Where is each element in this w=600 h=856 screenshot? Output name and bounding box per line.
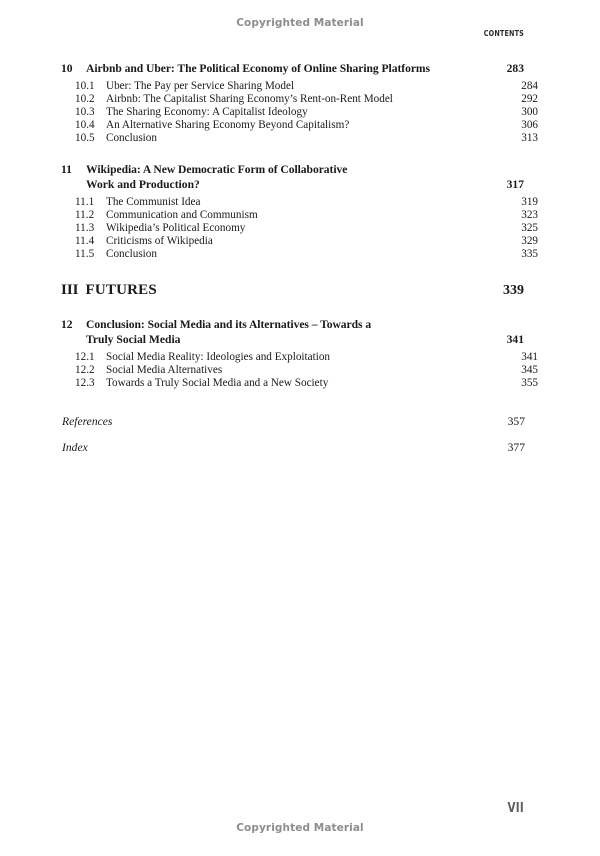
- backmatter-row: [61, 441, 525, 454]
- section-list: [61, 196, 538, 260]
- chapter-number: 10: [61, 62, 73, 75]
- spacer: [61, 144, 524, 163]
- section-page-number: 341: [521, 351, 538, 363]
- chapter-title: Wikipedia: A New Democratic Form of Collaborative: [86, 163, 348, 176]
- section-number: 12.2: [75, 364, 95, 376]
- section-number: 10.3: [75, 106, 95, 118]
- section-page-number: 292: [521, 93, 538, 105]
- toc-section-row: [61, 377, 538, 389]
- toc-section-row: [61, 106, 538, 118]
- chapter-heading-row-continued: [61, 178, 524, 191]
- chapter-number: 12: [61, 318, 73, 331]
- copyright-watermark-bottom: Copyrighted Material: [236, 822, 364, 834]
- chapter-title: Airbnb and Uber: The Political Economy of Online Sharing Platforms: [86, 62, 430, 75]
- section-title: Wikipedia’s Political Economy: [106, 222, 246, 234]
- chapter-page-number: 317: [506, 178, 524, 191]
- section-title: Conclusion: [106, 132, 157, 144]
- chapter-heading-row-continued: [61, 333, 524, 346]
- section-number: 12.1: [75, 351, 95, 363]
- backmatter-title: Index: [62, 441, 88, 454]
- toc-section-row: [61, 80, 538, 92]
- backmatter-row: [61, 415, 525, 428]
- section-page-number: 335: [521, 248, 538, 260]
- part-page-number: 339: [503, 283, 524, 298]
- section-title: Social Media Alternatives: [106, 364, 223, 376]
- toc-section-row: [61, 209, 538, 221]
- section-title: Social Media Reality: Ideologies and Exploitation: [106, 351, 331, 363]
- backmatter-page-number: 377: [507, 441, 525, 454]
- section-page-number: 323: [521, 209, 538, 221]
- backmatter-list: [61, 415, 524, 454]
- section-page-number: 329: [521, 235, 538, 247]
- toc-section-row: [61, 351, 538, 363]
- section-page-number: 319: [521, 196, 538, 208]
- toc-chapter-entry: [61, 163, 538, 260]
- chapter-number: 11: [61, 163, 72, 176]
- part-heading-row: [61, 282, 524, 299]
- section-title: Conclusion: [106, 248, 157, 260]
- section-page-number: 284: [521, 80, 538, 92]
- copyright-watermark-top: Copyrighted Material: [236, 17, 364, 29]
- chapter-heading-row: [61, 318, 524, 331]
- chapter-title-continued: Work and Production?: [86, 178, 200, 191]
- section-title: Criticisms of Wikipedia: [106, 235, 213, 247]
- section-page-number: 313: [521, 132, 538, 144]
- section-number: 11.4: [75, 235, 95, 247]
- running-head-contents: CONTENTS: [483, 29, 524, 38]
- section-list: [61, 351, 538, 389]
- section-page-number: 300: [521, 106, 538, 118]
- section-number: 11.1: [75, 196, 95, 208]
- toc-chapter-entry: [61, 62, 538, 144]
- section-number: 10.5: [75, 132, 95, 144]
- toc-section-row: [61, 364, 538, 376]
- spacer: [61, 299, 524, 318]
- section-number: 10.4: [75, 119, 95, 131]
- chapter-heading-row: [61, 163, 524, 176]
- section-page-number: 355: [521, 377, 538, 389]
- toc-section-row: [61, 235, 538, 247]
- section-number: 11.5: [75, 248, 95, 260]
- chapter-page-number: 283: [506, 62, 524, 75]
- backmatter-page-number: 357: [507, 415, 525, 428]
- section-title: Towards a Truly Social Media and a New Society: [106, 377, 329, 389]
- section-page-number: 325: [521, 222, 538, 234]
- table-of-contents: [61, 62, 538, 454]
- section-number: 10.2: [75, 93, 95, 105]
- section-page-number: 306: [521, 119, 538, 131]
- section-list: [61, 80, 538, 144]
- page-folio-number: VII: [507, 801, 524, 816]
- section-number: 10.1: [75, 80, 95, 92]
- toc-section-row: [61, 93, 538, 105]
- section-number: 11.2: [75, 209, 95, 221]
- toc-chapter-entry: [61, 318, 538, 389]
- toc-section-row: [61, 132, 538, 144]
- section-page-number: 345: [521, 364, 538, 376]
- part-number: III: [61, 282, 79, 298]
- part-title: FUTURES: [85, 282, 157, 298]
- section-number: 11.3: [75, 222, 95, 234]
- section-title: Uber: The Pay per Service Sharing Model: [106, 80, 295, 92]
- section-title: An Alternative Sharing Economy Beyond Capitalism?: [106, 119, 350, 131]
- section-number: 12.3: [75, 377, 95, 389]
- chapter-page-number: 341: [506, 333, 524, 346]
- toc-section-row: [61, 196, 538, 208]
- section-title: Communication and Communism: [106, 209, 258, 221]
- toc-section-row: [61, 248, 538, 260]
- toc-section-row: [61, 222, 538, 234]
- chapter-title: Conclusion: Social Media and its Alternatives – Towards a: [86, 318, 372, 331]
- section-title: The Communist Idea: [106, 196, 201, 208]
- chapter-heading-row: [61, 62, 524, 75]
- toc-section-row: [61, 119, 538, 131]
- backmatter-title: References: [62, 415, 113, 428]
- section-title: Airbnb: The Capitalist Sharing Economy’s Rent-on-Rent Model: [106, 93, 393, 105]
- chapter-title-continued: Truly Social Media: [86, 333, 181, 346]
- section-title: The Sharing Economy: A Capitalist Ideology: [106, 106, 308, 118]
